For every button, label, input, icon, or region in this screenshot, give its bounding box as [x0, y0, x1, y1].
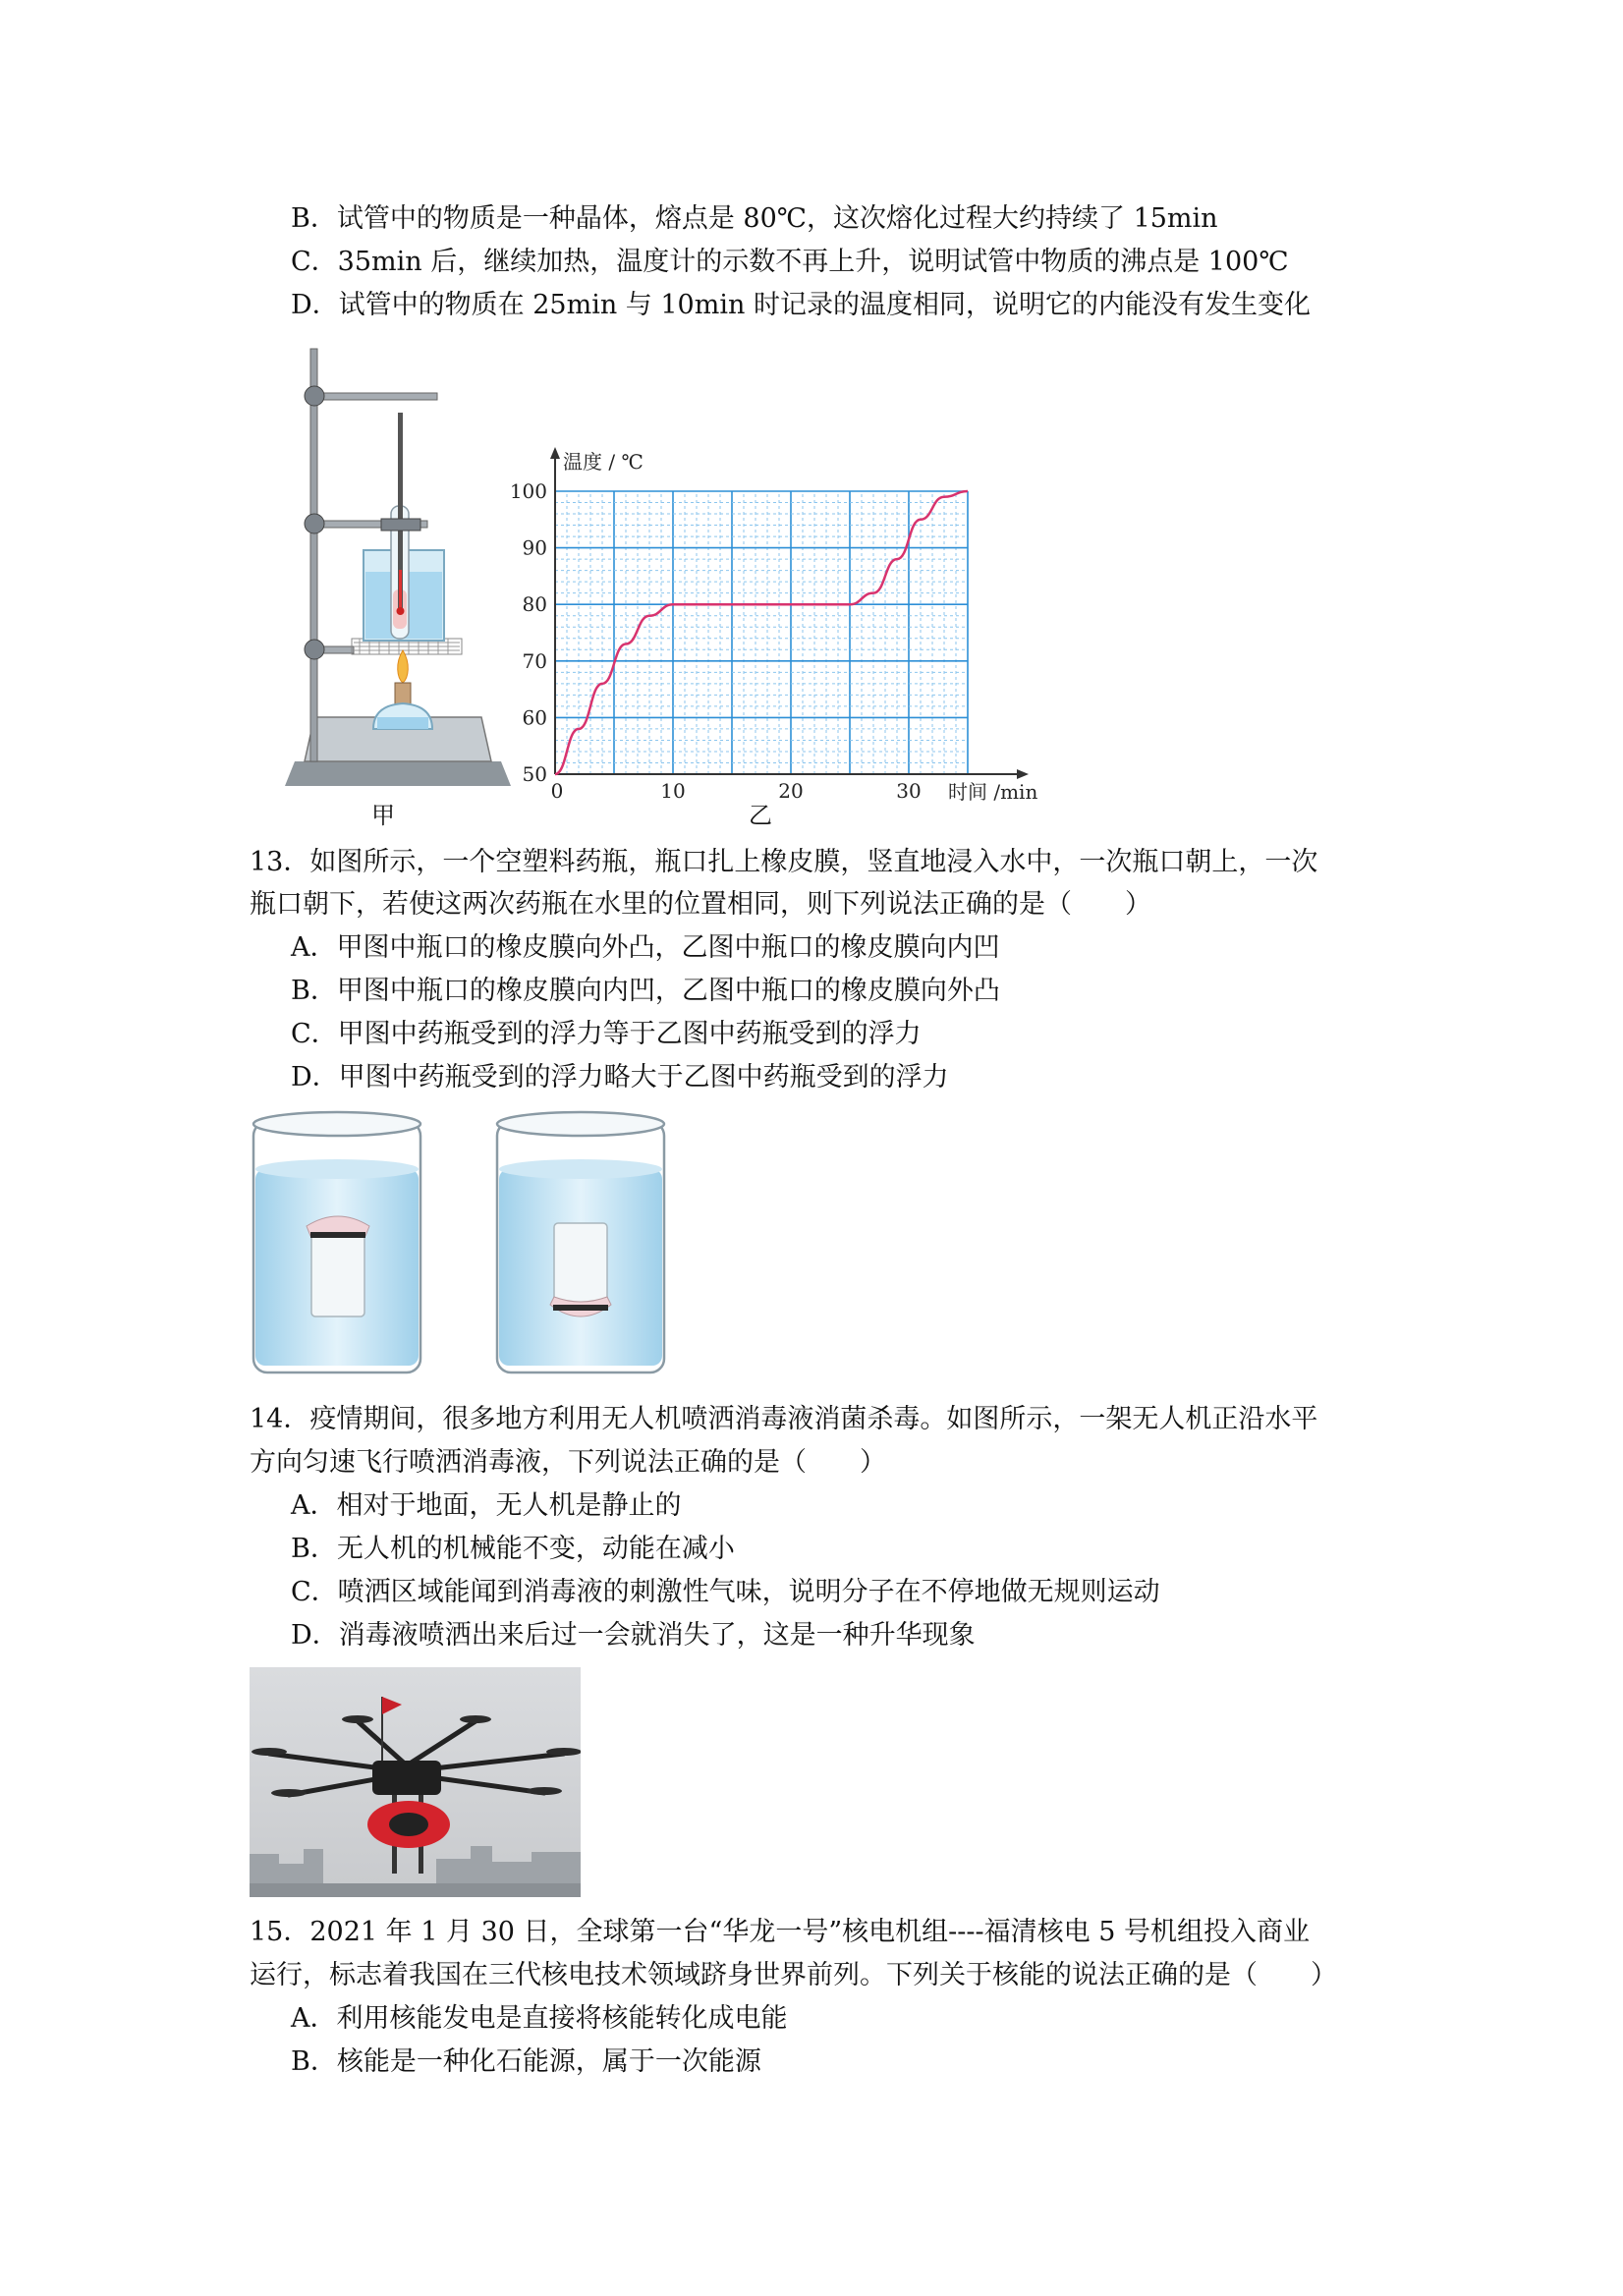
bottle-mouth-up	[311, 1228, 364, 1316]
q14-option-b: B．无人机的机械能不变，动能在减小	[291, 1534, 735, 1564]
q12-option-b: B．试管中的物质是一种晶体，熔点是 80℃，这次熔化过程大约持续了 15min	[291, 203, 1218, 234]
y-tick-label: 100	[509, 479, 547, 503]
y-axis-arrow	[550, 447, 560, 459]
drone-body	[372, 1761, 441, 1795]
q12-option-d: D．试管中的物质在 25min 与 10min 时记录的温度相同，说明它的内能没有发生变化	[291, 290, 1311, 320]
y-axis-label: 温度 / ℃	[563, 450, 644, 474]
heating-apparatus-figure	[275, 344, 521, 815]
x-axis-arrow	[1017, 769, 1029, 779]
q14-stem-line2: 方向匀速飞行喷洒消毒液，下列说法正确的是（ ）	[250, 1447, 886, 1478]
chart-grid	[555, 491, 968, 774]
y-tick-label: 80	[522, 592, 547, 617]
flame	[398, 650, 409, 683]
top-clamp-arm	[314, 393, 437, 400]
x-tick-label: 10	[660, 779, 686, 803]
q14-option-c: C．喷洒区域能闻到消毒液的刺激性气味，说明分子在不停地做无规则运动	[291, 1577, 1160, 1607]
q14-option-a: A．相对于地面，无人机是静止的	[291, 1490, 682, 1521]
temperature-time-chart	[506, 447, 1061, 811]
series-line-temperature	[555, 491, 968, 774]
figure-label-yi: 乙	[749, 802, 772, 829]
y-tick-label: 50	[522, 762, 547, 786]
q15-option-a: A．利用核能发电是直接将核能转化成电能	[291, 2003, 788, 2034]
y-tick-label: 70	[522, 648, 547, 673]
beaker-yi	[497, 1112, 664, 1372]
q13-option-b: B．甲图中瓶口的橡皮膜向内凹，乙图中瓶口的橡皮膜向外凸	[291, 976, 1000, 1006]
q15-stem-line1: 15．2021 年 1 月 30 日，全球第一台“华龙一号”核电机组----福清核电 5 号机组投入商业	[250, 1917, 1310, 1947]
bottle-beakers-figure	[246, 1110, 678, 1385]
x-tick-labels	[551, 779, 922, 803]
drone-photo	[250, 1667, 581, 1897]
y-tick-labels	[510, 479, 547, 786]
figure-label-jia: 甲	[371, 802, 395, 829]
q15-stem-line2: 运行，标志着我国在三代核电技术领域跻身世界前列。下列关于核能的说法正确的是（ ）	[250, 1960, 1337, 1990]
beaker-jia	[253, 1112, 420, 1372]
q14-option-d: D．消毒液喷洒出来后过一会就消失了，这是一种升华现象	[291, 1620, 976, 1651]
bottle-mouth-down	[554, 1223, 607, 1307]
q13-option-c: C．甲图中药瓶受到的浮力等于乙图中药瓶受到的浮力	[291, 1019, 922, 1049]
q13-stem-line1: 13．如图所示，一个空塑料药瓶，瓶口扎上橡皮膜，竖直地浸入水中，一次瓶口朝上，一次	[250, 847, 1318, 877]
stand-base	[285, 761, 511, 786]
q13-stem-line2: 瓶口朝下，若使这两次药瓶在水里的位置相同，则下列说法正确的是（ ）	[250, 889, 1151, 920]
q12-option-c: C．35min 后，继续加热，温度计的示数不再上升，说明试管中物质的沸点是 100℃	[291, 247, 1289, 277]
x-axis-label: 时间 /min	[948, 780, 1038, 804]
y-tick-label: 60	[522, 705, 547, 730]
y-tick-label: 90	[522, 535, 547, 560]
q13-option-a: A．甲图中瓶口的橡皮膜向外凸，乙图中瓶口的橡皮膜向内凹	[291, 932, 1000, 963]
x-tick-label: 20	[778, 779, 804, 803]
stand-rod	[310, 349, 317, 761]
x-tick-label: 30	[896, 779, 922, 803]
x-tick-label: 0	[550, 779, 564, 803]
q13-option-d: D．甲图中药瓶受到的浮力略大于乙图中药瓶受到的浮力	[291, 1062, 949, 1092]
q15-option-b: B．核能是一种化石能源，属于一次能源	[291, 2046, 761, 2077]
q14-stem-line1: 14．疫情期间，很多地方利用无人机喷洒消毒液消菌杀毒。如图所示，一架无人机正沿水平	[250, 1404, 1318, 1434]
